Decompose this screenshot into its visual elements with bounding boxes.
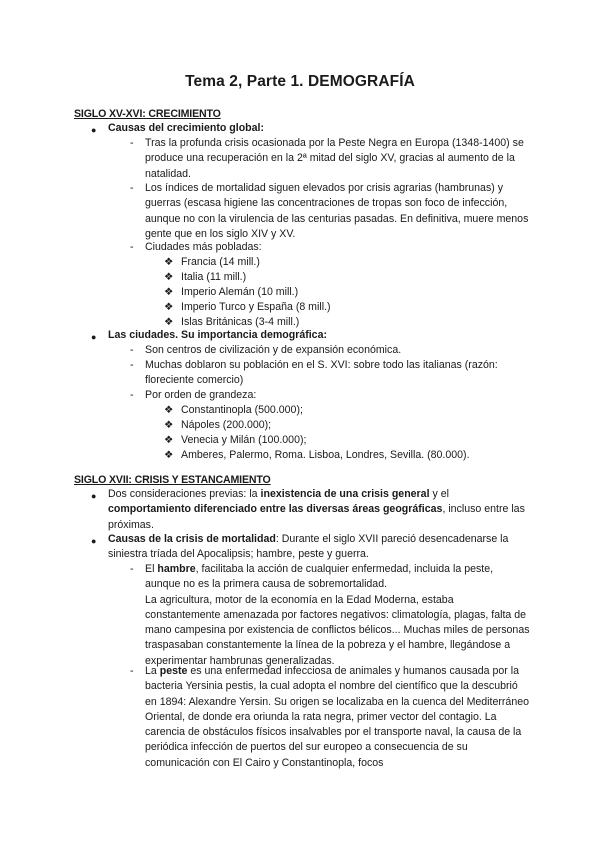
causas-item-ciudades-pobladas: Ciudades más pobladas:: [145, 241, 262, 253]
list-item: Venecia y Milán (100.000);: [181, 434, 307, 446]
dash-marker: -: [130, 182, 134, 194]
list-item: Francia (14 mill.): [181, 256, 260, 268]
list-item: Imperio Turco y España (8 mill.): [181, 301, 331, 313]
bullet-marker: ●: [91, 332, 97, 342]
diamond-icon: ❖: [164, 301, 174, 313]
diamond-icon: ❖: [164, 286, 174, 298]
diamond-icon: ❖: [164, 404, 174, 416]
list-item: Constantinopla (500.000);: [181, 404, 303, 416]
dash-marker: -: [130, 563, 134, 575]
dash-marker: -: [130, 389, 134, 401]
causas-crecimiento-label: Causas del crecimiento global:: [108, 122, 265, 134]
consideraciones-paragraph: Dos consideraciones previas: la inexistencia de una crisis general y el comportamiento diferenciado entre las diversas áreas geográficas, incluso entre las próximas.: [108, 488, 525, 531]
dash-marker: -: [130, 137, 134, 149]
list-item: Italia (11 mill.): [181, 271, 247, 283]
diamond-icon: ❖: [164, 434, 174, 446]
diamond-icon: ❖: [164, 256, 174, 268]
peste-paragraph: La peste es una enfermedad infecciosa de animales y humanos causada por la bacteria Yersinia pestis, la cual adopta el nombre del científico que la descubrió en 1894: Alexandre Yersin. Su origen se localizaba en la cuenca del Mediterráneo Oriental, de donde era oriunda la rata negra, primer vector del contagio. La carencia de obstáculos físicos insalvables por el transporte naval, la causa de la periódica infección de puertos del sur europeo a consecuencia de su comunicación con El Cairo y Constantinopla, focos: [145, 665, 529, 769]
diamond-icon: ❖: [164, 449, 174, 461]
section-heading-crisis: SIGLO XVII: CRISIS Y ESTANCAMIENTO: [74, 474, 271, 486]
agricultura-paragraph: La agricultura, motor de la economía en la Edad Moderna, estaba constantemente amenazada por factores negativos: climatología, plagas, falta de mano campesina por existencia de conflictos bélicos... Muchas miles de personas traspasaban constantemente la línea de la pobreza y el hambre, llegándose a experimentar hambrunas generalizadas.: [145, 593, 530, 667]
list-item: Nápoles (200.000);: [181, 419, 272, 431]
hambre-paragraph: El hambre, facilitaba la acción de cualquier enfermedad, incluida la peste, aunque no es la primera causa de sobremortalidad.: [145, 563, 494, 591]
ciudades-item-doblaron: Muchas doblaron su población en el S. XVI: sobre todo las italianas (razón: floreciente comercio): [145, 359, 498, 387]
list-item: Islas Británicas (3-4 mill.): [181, 316, 300, 328]
dash-marker: -: [130, 665, 134, 677]
list-item: Imperio Alemán (10 mill.): [181, 286, 299, 298]
causas-item-peste-negra: Tras la profunda crisis ocasionada por la Peste Negra en Europa (1348-1400) se produce una recuperación en la 2ª mitad del siglo XV, gracias al aumento de la natalidad.: [145, 137, 524, 180]
diamond-icon: ❖: [164, 419, 174, 431]
diamond-icon: ❖: [164, 316, 174, 328]
dash-marker: -: [130, 241, 134, 253]
causas-item-mortalidad: Los índices de mortalidad siguen elevados por crisis agrarias (hambrunas) y guerras (escasa higiene las concentraciones de tropas son foco de infección, aunque no con la virulencia de las centurias pasadas. En definitiva, muere menos gente que en los siglo XIV y XV.: [145, 182, 529, 240]
section-heading-crecimiento: SIGLO XV-XVI: CRECIMIENTO: [74, 108, 221, 120]
dash-marker: -: [130, 344, 134, 356]
dash-marker: -: [130, 359, 134, 371]
causas-crisis-paragraph: Causas de la crisis de mortalidad: Durante el siglo XVII pareció desencadenarse la siniestra tríada del Apocalipsis; hambre, peste y guerra.: [108, 533, 509, 561]
diamond-icon: ❖: [164, 271, 174, 283]
page-title: Tema 2, Parte 1. DEMOGRAFÍA: [185, 73, 415, 90]
hambre-item: [145, 562, 530, 669]
ciudades-item-centros: Son centros de civilización y de expansión económica.: [145, 344, 402, 356]
bullet-marker: ●: [91, 491, 97, 501]
bullet-marker: ●: [91, 536, 97, 546]
ciudades-item-grandeza: Por orden de grandeza:: [145, 389, 257, 401]
bullet-marker: ●: [91, 125, 97, 135]
list-item: Amberes, Palermo, Roma. Lisboa, Londres, Sevilla. (80.000).: [181, 449, 470, 461]
ciudades-label: Las ciudades. Su importancia demográfica:: [108, 329, 327, 341]
